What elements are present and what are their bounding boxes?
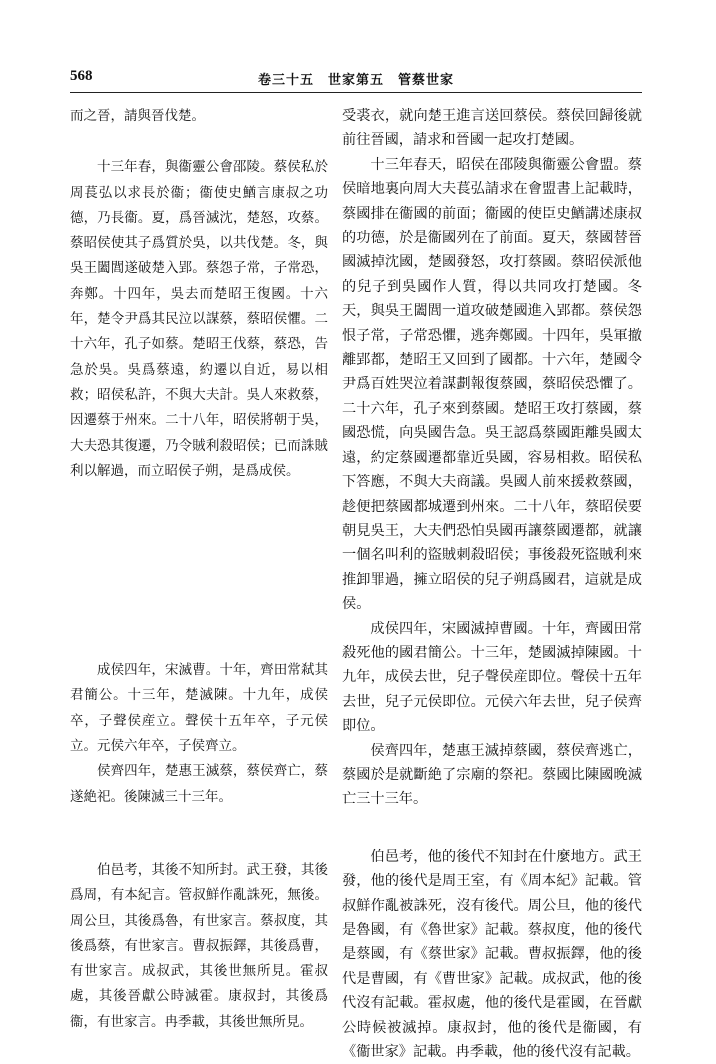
classical-paragraph: 伯邑考，其後不知所封。武王發，其後爲周，有本紀言。管叔鮮作亂誅死，無後。周公旦，其後爲魯，有世家言。蔡叔度，其後爲蔡，有世家言。曹叔振鐸，其後爲曹，有世家言。成叔武，其後世無所見。霍叔處，其後晉獻公時滅霍。康叔封，其後爲衞，有世家言。冉季載，其後世無所見。 xyxy=(70,861,328,1030)
translation-paragraph: 十三年春天，昭侯在邵陵與衞靈公會盟。蔡侯暗地裏向周大夫萇弘請求在會盟書上記載時，蔡國排在衞國的前面；衞國的使臣史鰌講述康叔的功德，於是衞國列在了前面。夏天，蔡國替晉國滅掉沈國，楚國發怒，攻打蔡國。蔡昭侯派他的兒子到吳國作人質，得以共同攻打楚國。冬天，與吳王闔閭一道攻破楚國進入郢都。蔡侯怨恨子常，子常恐懼，逃奔鄭國。十四年，吳軍撤離郢都，楚昭王又回到了國都。十六年，楚國令尹爲百姓哭泣着謀劃報復蔡國，蔡昭侯恐懼了。二十六年，孔子來到蔡國。楚昭王攻打蔡國，蔡國恐慌，向吳國告急。吳王認爲蔡國距離吳國太遠，約定蔡國遷都靠近吳國，容易相救。昭侯私下答應，不與大夫商議。吳國人前來援救蔡國，趁便把蔡國都城遷到州來。二十八年，蔡昭侯要朝見吳王，大夫們恐怕吳國再讓蔡國遷都，就讓一個名叫利的盜賊刺殺昭侯；事後殺死盜賊利來推卸罪過，擁立昭侯的兒子朔爲國君，這就是成侯。 xyxy=(342,156,642,613)
header-rule xyxy=(70,92,642,93)
classical-paragraph: 十三年春，與衞靈公會邵陵。蔡侯私於周萇弘以求長於衞；衞使史鰌言康叔之功德，乃長衞。夏，爲晉滅沈，楚怒，攻蔡。蔡昭侯使其子爲質於吳，以共伐楚。冬，與吳王闔閭遂破楚入郢。蔡怨子常，子常恐，奔鄭。十四年，吳去而楚昭王復國。十六年，楚令尹爲其民泣以謀蔡，蔡昭侯懼。二十六年，孔子如蔡。楚昭王伐蔡，蔡恐，告急於吳。吳爲蔡遠，約遷以自近，易以相救；昭侯私許，不與大夫計。吳人來救蔡，因遷蔡于州來。二十八年，昭侯將朝于吳，大夫恐其復遷，乃令賊利殺昭侯；已而誅賊利以解過，而立昭侯子朔，是爲成侯。 xyxy=(70,159,328,479)
running-head: 卷三十五 世家第五 管蔡世家 xyxy=(258,73,455,88)
classical-paragraph: 而之晉，請與晉伐楚。 xyxy=(70,108,205,124)
translation-column xyxy=(342,104,642,1064)
translation-paragraph: 侯齊四年，楚惠王滅掉蔡國，蔡侯齊逃亡，蔡國於是就斷絶了宗廟的祭祀。蔡國比陳國晚滅亡三十三年。 xyxy=(342,742,642,808)
classical-paragraph: 成侯四年，宋滅曹。十年，齊田常弒其君簡公。十三年，楚滅陳。十九年，成侯卒，子聲侯産立。聲侯十五年卒，子元侯立。元侯六年卒，子侯齊立。 xyxy=(70,662,328,755)
translation-paragraph: 伯邑考，他的後代不知封在什麼地方。武王發，他的後代是周王室，有《周本紀》記載。管叔鮮作亂被誅死，沒有後代。周公旦，他的後代是魯國，有《魯世家》記載。蔡叔度，他的後代是蔡國，有《蔡世家》記載。曹叔振鐸，他的後代是曹國，有《曹世家》記載。成叔武，他的後代沒有記載。霍叔處，他的後代是霍國，在晉獻公時候被滅掉。康叔封，他的後代是衞國，有《衞世家》記載。冉季載，他的後代沒有記載。 xyxy=(342,848,642,1061)
classical-text-column xyxy=(70,104,328,1035)
page-header xyxy=(0,0,716,100)
translation-paragraph: 成侯四年，宋國滅掉曹國。十年，齊國田常殺死他的國君簡公。十三年，楚國滅掉陳國。十九年，成侯去世，兒子聲侯産即位。聲侯十五年去世，兒子元侯即位。元侯六年去世，兒子侯齊即位。 xyxy=(342,620,642,735)
classical-paragraph: 侯齊四年，楚惠王滅蔡，蔡侯齊亡，蔡遂絶祀。後陳滅三十三年。 xyxy=(70,763,328,805)
page-number: 568 xyxy=(70,68,93,84)
translation-paragraph: 受裘衣，就向楚王進言送回蔡侯。蔡侯回歸後就前往晉國，請求和晉國一起攻打楚國。 xyxy=(342,108,642,149)
